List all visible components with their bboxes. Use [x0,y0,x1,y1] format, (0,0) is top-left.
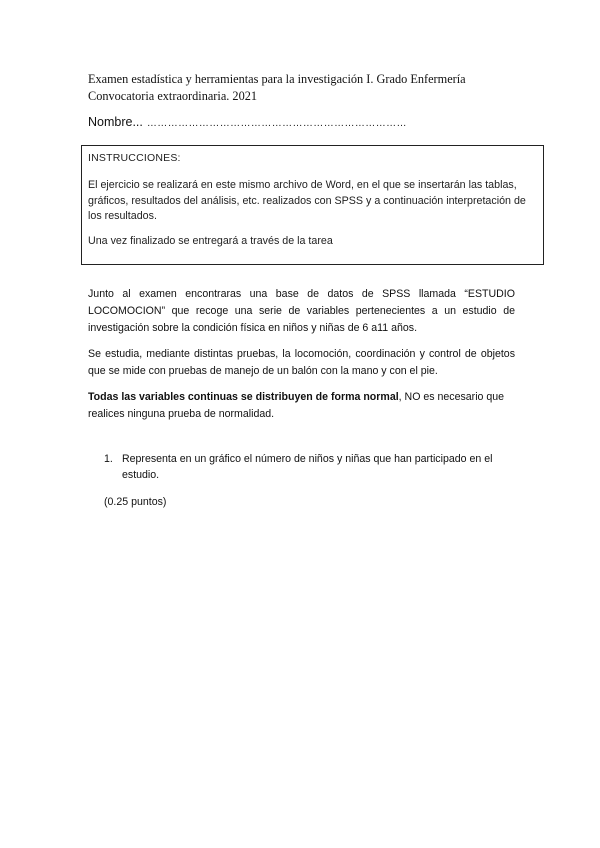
normality-note-bold: Todas las variables continuas se distribuyen de forma normal [88,391,399,403]
exam-header-subtitle: Convocatoria extraordinaria. 2021 [88,89,258,103]
question-text: Representa en un gráfico el número de niños y niñas que han participado en el estudio. [122,453,493,481]
instructions-box [81,145,544,265]
exam-header-title: Examen estadística y herramientas para la investigación I. Grado Enfermería [88,72,466,86]
study-description-paragraph: Se estudia, mediante distintas pruebas, la locomoción, coordinación y control de objetos que se mide con pruebas de manejo de un balón con la mano y con el pie. [88,348,515,377]
name-field[interactable] [88,115,407,129]
normality-note-paragraph [88,389,515,423]
instructions-paragraph-1: El ejercicio se realizará en este mismo archivo de Word, en el que se insertarán las tablas, gráficos, resultados del análisis, etc. realizados con SPSS y a continuación interpretación de los resultados. [88,179,526,222]
intro-paragraph: Junto al examen encontraras una base de datos de SPSS llamada “ESTUDIO LOCOMOCION” que recoge una serie de variables pertenecientes a un estudio de investigación sobre la condición física en niños y niñas de 6 a11 años. [88,288,515,334]
question-item [104,452,524,483]
name-field-dots: ………………………………………………………………… [146,118,407,129]
name-field-label: Nombre... [88,115,143,129]
normality-note-rest: , NO es necesario que realices ninguna prueba de normalidad. [88,391,505,420]
instructions-title: INSTRUCCIONES: [88,152,181,164]
question-number: 1. [104,453,113,465]
question-points: (0.25 puntos) [104,496,167,508]
instructions-paragraph-2: Una vez finalizado se entregará a través de la tarea [88,234,333,247]
